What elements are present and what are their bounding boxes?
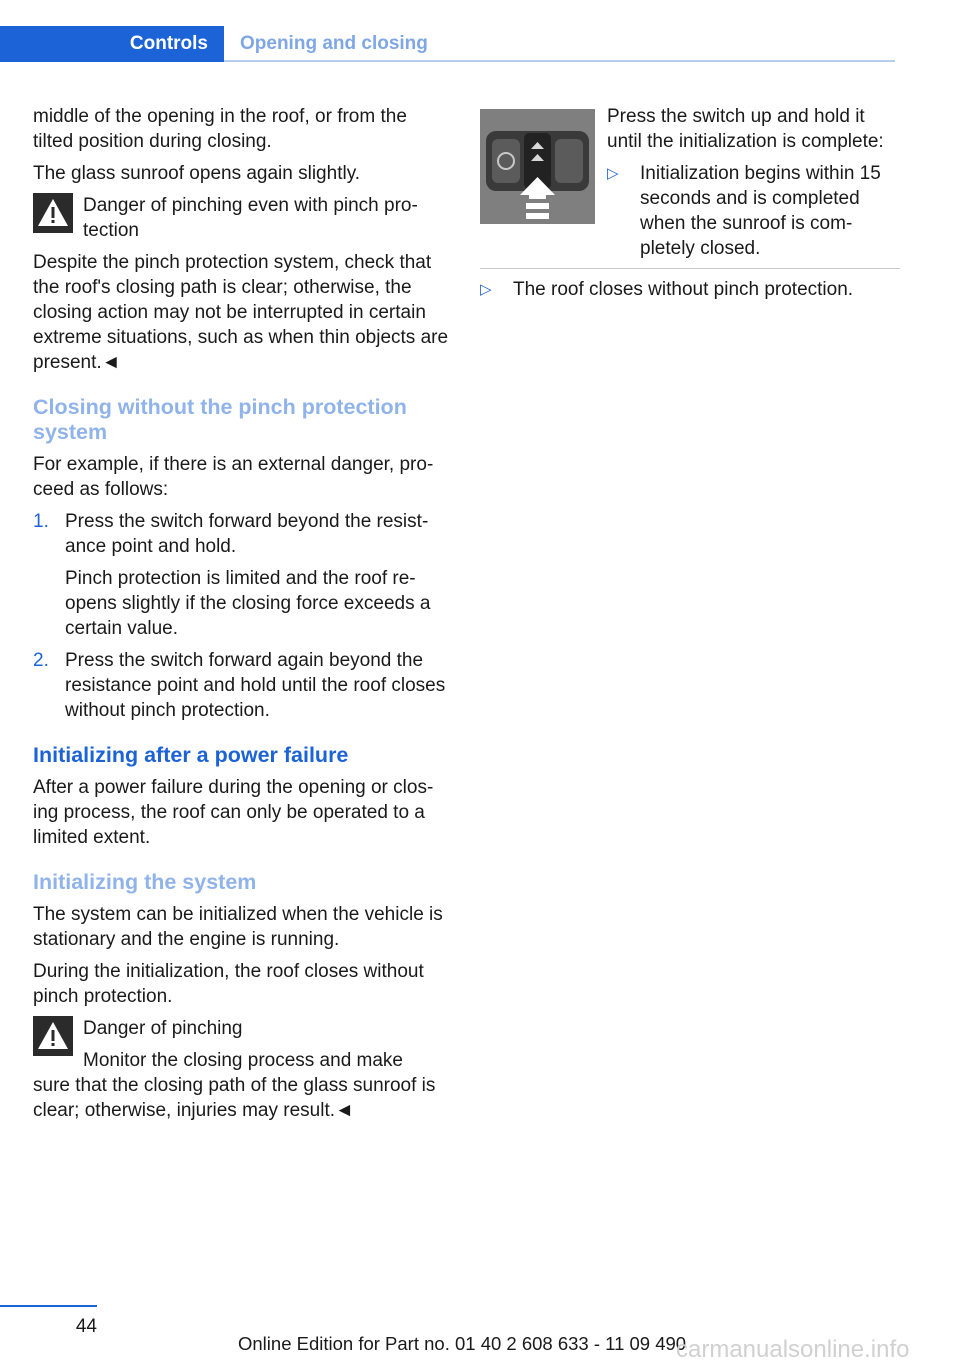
warning-title-1: Danger of pinching even with pinch protection	[83, 195, 418, 241]
warning-title-2: Danger of pinching	[83, 1018, 243, 1039]
bullet-triangle-icon: ▷	[607, 165, 619, 182]
figure-text	[607, 104, 900, 261]
divider	[480, 268, 900, 269]
footer-edition: Online Edition for Part no. 01 40 2 608 633 - 11 09 490	[238, 1333, 687, 1354]
warning-body-1: Despite the pinch protection system, check that the roof's closing path is clear; otherwise, the closing action may not be interrupted in certain extreme situations, such as when thin objects are present.◄	[33, 252, 449, 373]
list-item	[33, 509, 451, 641]
chapter-tab: Controls	[0, 26, 224, 62]
bullet-text: The roof closes without pinch protection.	[513, 279, 854, 300]
bullet-triangle-icon: ▷	[480, 281, 492, 298]
right-column	[480, 104, 900, 302]
init-bullets	[607, 161, 900, 261]
list-item	[480, 277, 900, 302]
page-header	[0, 26, 895, 62]
watermark: carmanualsonline.info	[676, 1336, 910, 1362]
list-item	[607, 161, 900, 261]
bullet-text: Initialization begins within 15 seconds and is completed when the sunroof is completely closed.	[640, 163, 881, 259]
steps-list	[33, 509, 451, 723]
list-item	[33, 648, 451, 723]
warning-body-2b: sure that the closing path of the glass sunroof is clear; otherwise, injuries may result.◄	[33, 1075, 436, 1121]
warning-triangle-icon	[33, 193, 73, 233]
init-body-2: During the initialization, the roof closes without pinch protection.	[33, 961, 424, 1007]
left-column	[33, 104, 451, 1130]
init-body-1: The system can be initialized when the vehicle is stationary and the engine is running.	[33, 904, 443, 950]
step-number: 2.	[33, 650, 49, 671]
press-instruction: Press the switch up and hold it until the initialization is complete:	[607, 106, 884, 152]
power-failure-body: After a power failure during the opening or closing process, the roof can only be operated to a limited extent.	[33, 777, 434, 848]
header-rule	[224, 60, 895, 62]
step-text: Press the switch forward again beyond the resistance point and hold until the roof closes without pinch protection.	[65, 650, 446, 721]
heading-closing-without-pinch: Closing without the pinch protection system	[33, 395, 407, 444]
no-pinch-intro: For example, if there is an external danger, proceed as follows:	[33, 454, 434, 500]
intro-paragraph-2: The glass sunroof opens again slightly.	[33, 163, 361, 184]
page-number: 44	[75, 1316, 97, 1337]
intro-paragraph: middle of the opening in the roof, or from the tilted position during closing.	[33, 106, 407, 152]
warning-block-2	[33, 1016, 451, 1073]
switch-image	[480, 109, 595, 224]
step-subtext: Pinch protection is limited and the roof reopens slightly if the closing force exceeds a certain value.	[65, 568, 431, 639]
warning-triangle-icon	[33, 1016, 73, 1056]
warning-block-1	[33, 193, 451, 243]
step-number: 1.	[33, 511, 49, 532]
heading-power-failure: Initializing after a power failure	[33, 743, 349, 767]
step-text: Press the switch forward beyond the resistance point and hold.	[65, 511, 429, 557]
section-title: Opening and closing	[240, 33, 428, 54]
warning-body-2a: Monitor the closing process and make	[83, 1050, 403, 1071]
footer-rule	[0, 1305, 97, 1307]
heading-initializing-system: Initializing the system	[33, 870, 257, 894]
figure-row	[480, 104, 900, 261]
